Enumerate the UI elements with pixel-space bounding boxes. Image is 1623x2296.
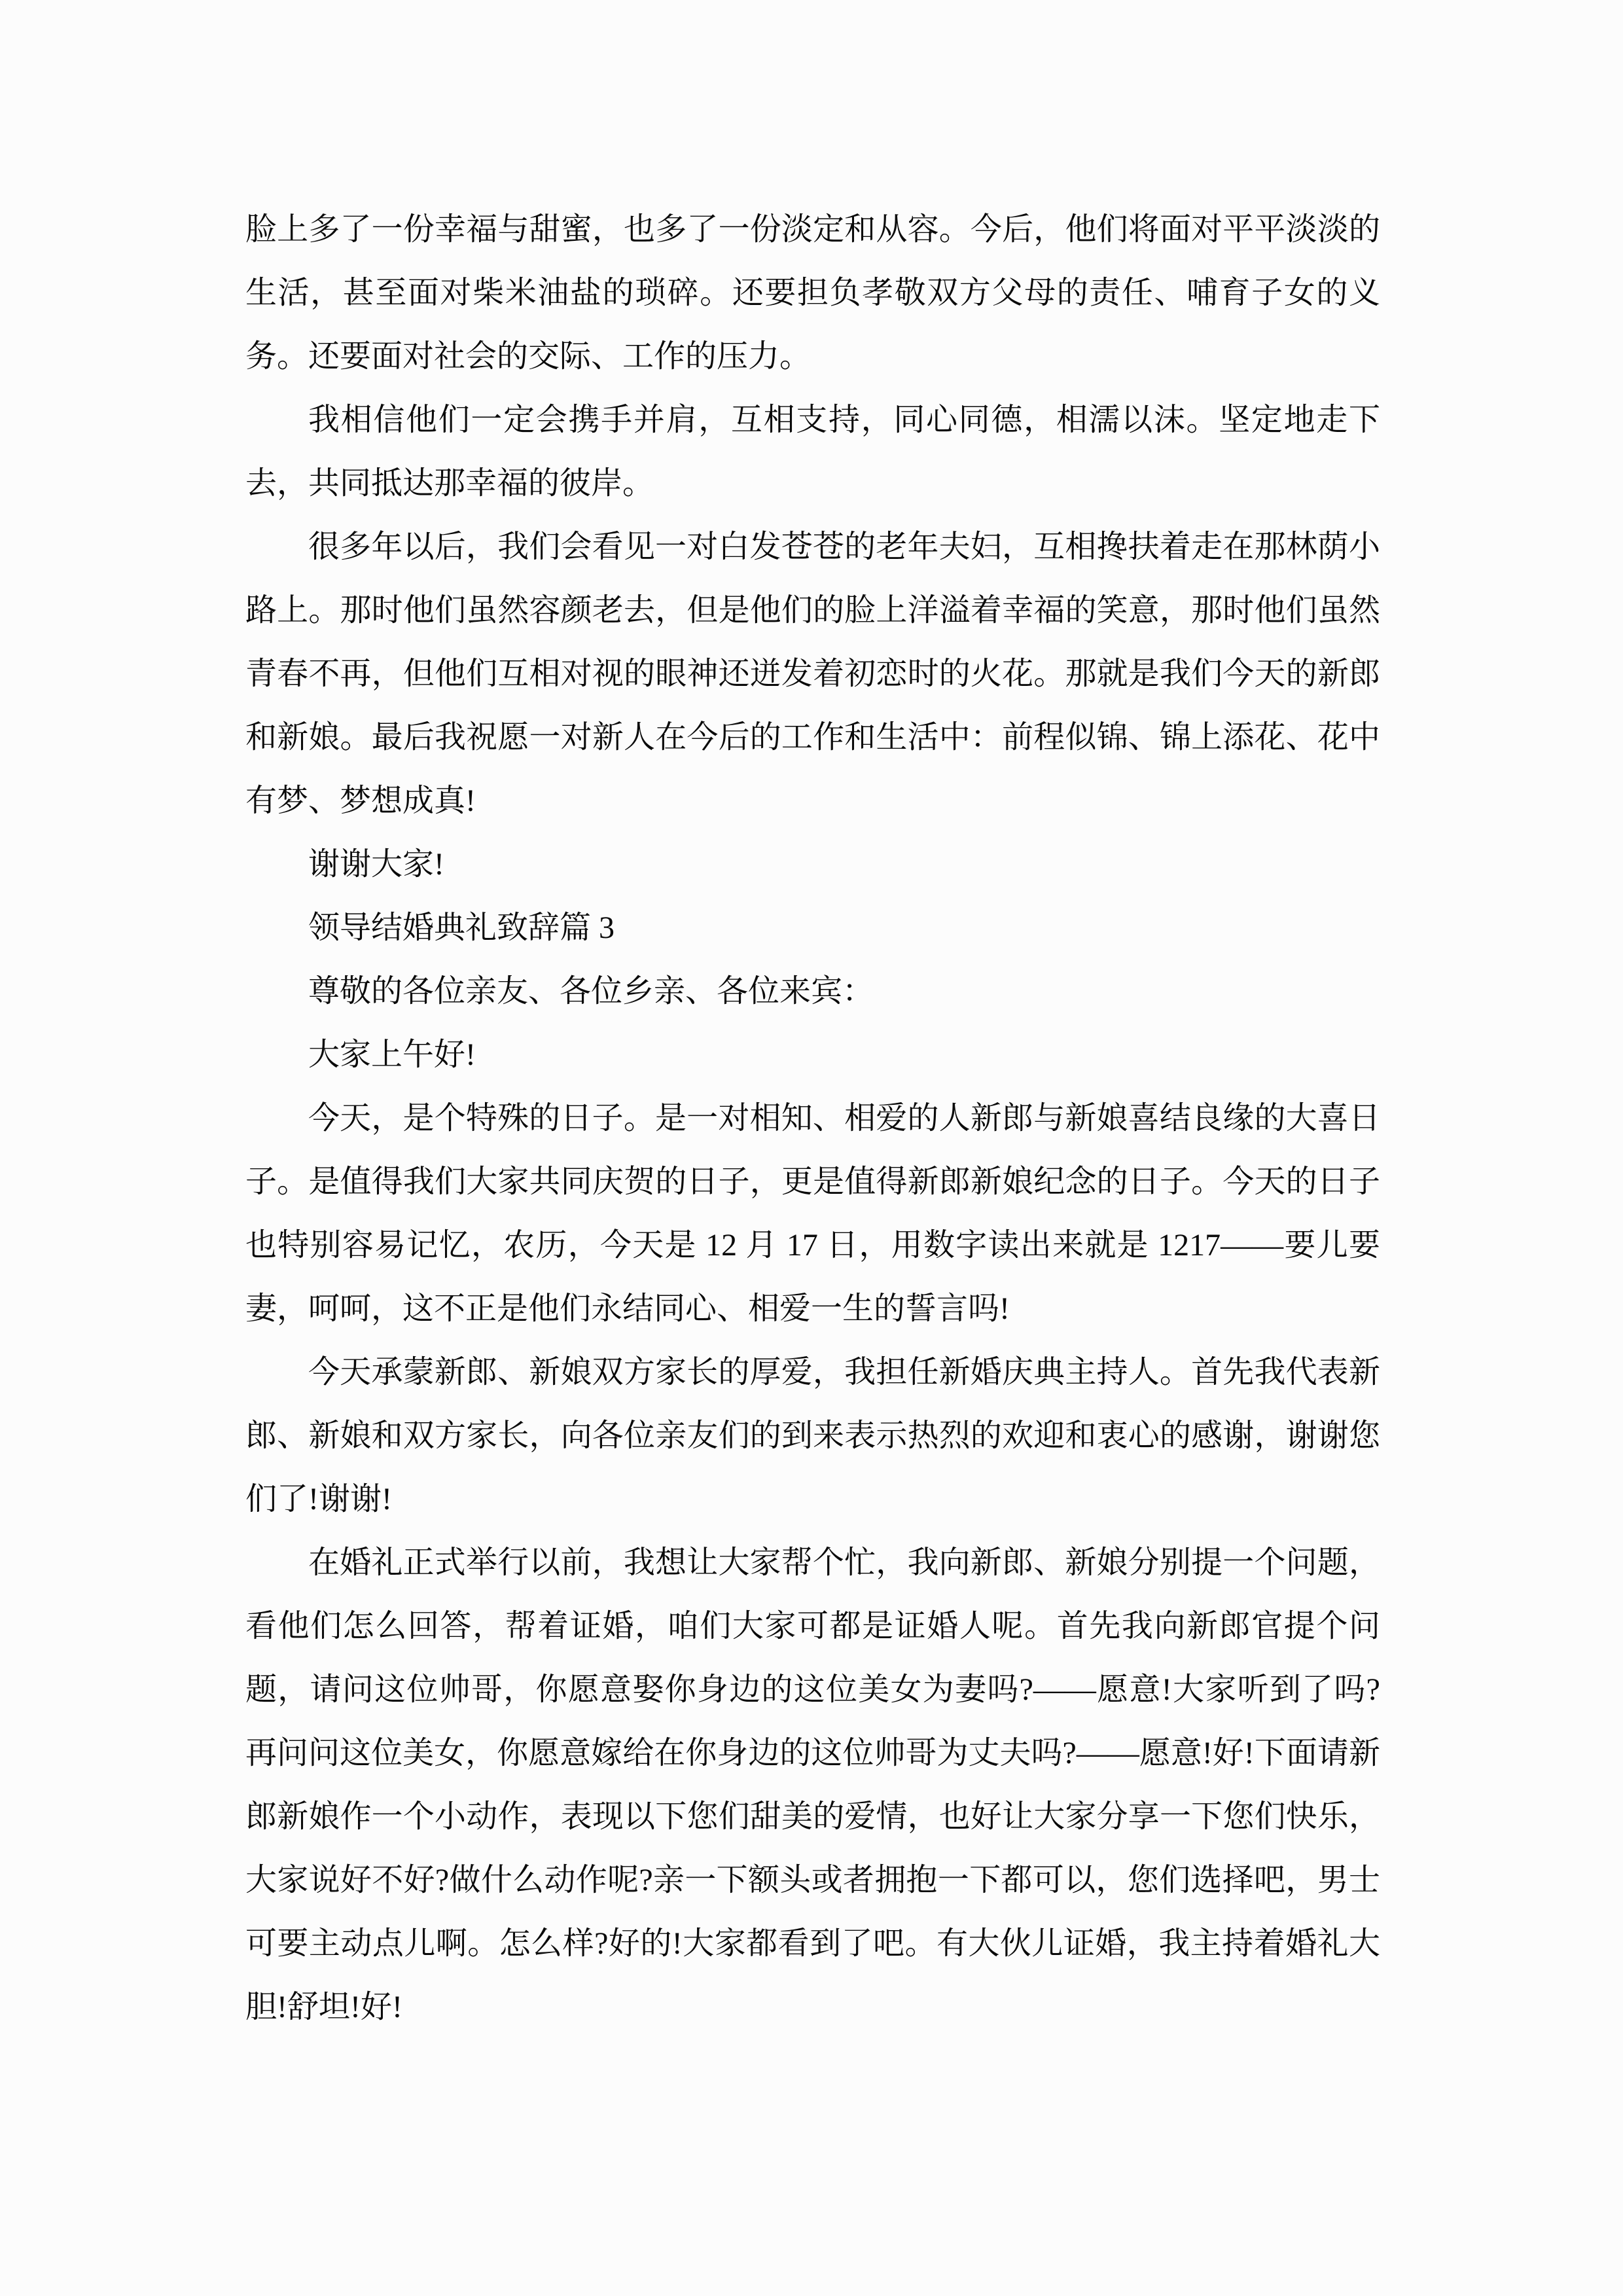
paragraph: 尊敬的各位亲友、各位乡亲、各位来宾：	[308, 974, 874, 1009]
paragraph: 很多年以后，我们会看见一对白发苍苍的老年夫妇，互相搀扶着走在那林荫小路上。那时他们虽然容颜老去，但是他们的脸上洋溢着幸福的笑意，那时他们虽然青春不再，但他们互相对视的眼神还迸发着初恋时的火花。那就是我们今天的新郎和新娘。最后我祝愿一对新人在今后的工作和生活中：前程似锦、锦上添花、花中有梦、梦想成真!	[245, 529, 1380, 818]
paragraph: 今天，是个特殊的日子。是一对相知、相爱的人新郎与新娘喜结良缘的大喜日子。是值得我们大家共同庆贺的日子，更是值得新郎新娘纪念的日子。今天的日子也特别容易记忆，农历，今天是 12 月 17 日，用数字读出来就是 1217——要儿要妻，呵呵，这不正是他们永结同心、相爱一生的誓言吗!	[245, 1101, 1380, 1326]
paragraph: 今天承蒙新郎、新娘双方家长的厚爱，我担任新婚庆典主持人。首先我代表新郎、新娘和双方家长，向各位亲友们的到来表示热烈的欢迎和衷心的感谢，谢谢您们了!谢谢!	[245, 1355, 1380, 1516]
paragraph: 领导结婚典礼致辞篇 3	[308, 910, 615, 945]
paragraph: 在婚礼正式举行以前，我想让大家帮个忙，我向新郎、新娘分别提一个问题，看他们怎么回答，帮着证婚，咱们大家可都是证婚人呢。首先我向新郎官提个问题，请问这位帅哥，你愿意娶你身边的这位美女为妻吗?——愿意!大家听到了吗?再问问这位美女，你愿意嫁给在你身边的这位帅哥为丈夫吗?——愿意!好!下面请新郎新娘作一个小动作，表现以下您们甜美的爱情，也好让大家分享一下您们快乐，大家说好不好?做什么动作呢?亲一下额头或者拥抱一下都可以，您们选择吧，男士可要主动点儿啊。怎么样?好的!大家都看到了吧。有大伙儿证婚，我主持着婚礼大胆!舒坦!好!	[245, 1545, 1380, 2024]
document-body	[245, 198, 1380, 2039]
paragraph: 我相信他们一定会携手并肩，互相支持，同心同德，相濡以沫。坚定地走下去，共同抵达那幸福的彼岸。	[245, 403, 1380, 501]
paragraph: 谢谢大家!	[308, 847, 444, 882]
paragraph: 大家上午好!	[308, 1037, 476, 1072]
paragraph: 脸上多了一份幸福与甜蜜，也多了一份淡定和从容。今后，他们将面对平平淡淡的生活，甚至面对柴米油盐的琐碎。还要担负孝敬双方父母的责任、哺育子女的义务。还要面对社会的交际、工作的压力。	[245, 212, 1380, 374]
